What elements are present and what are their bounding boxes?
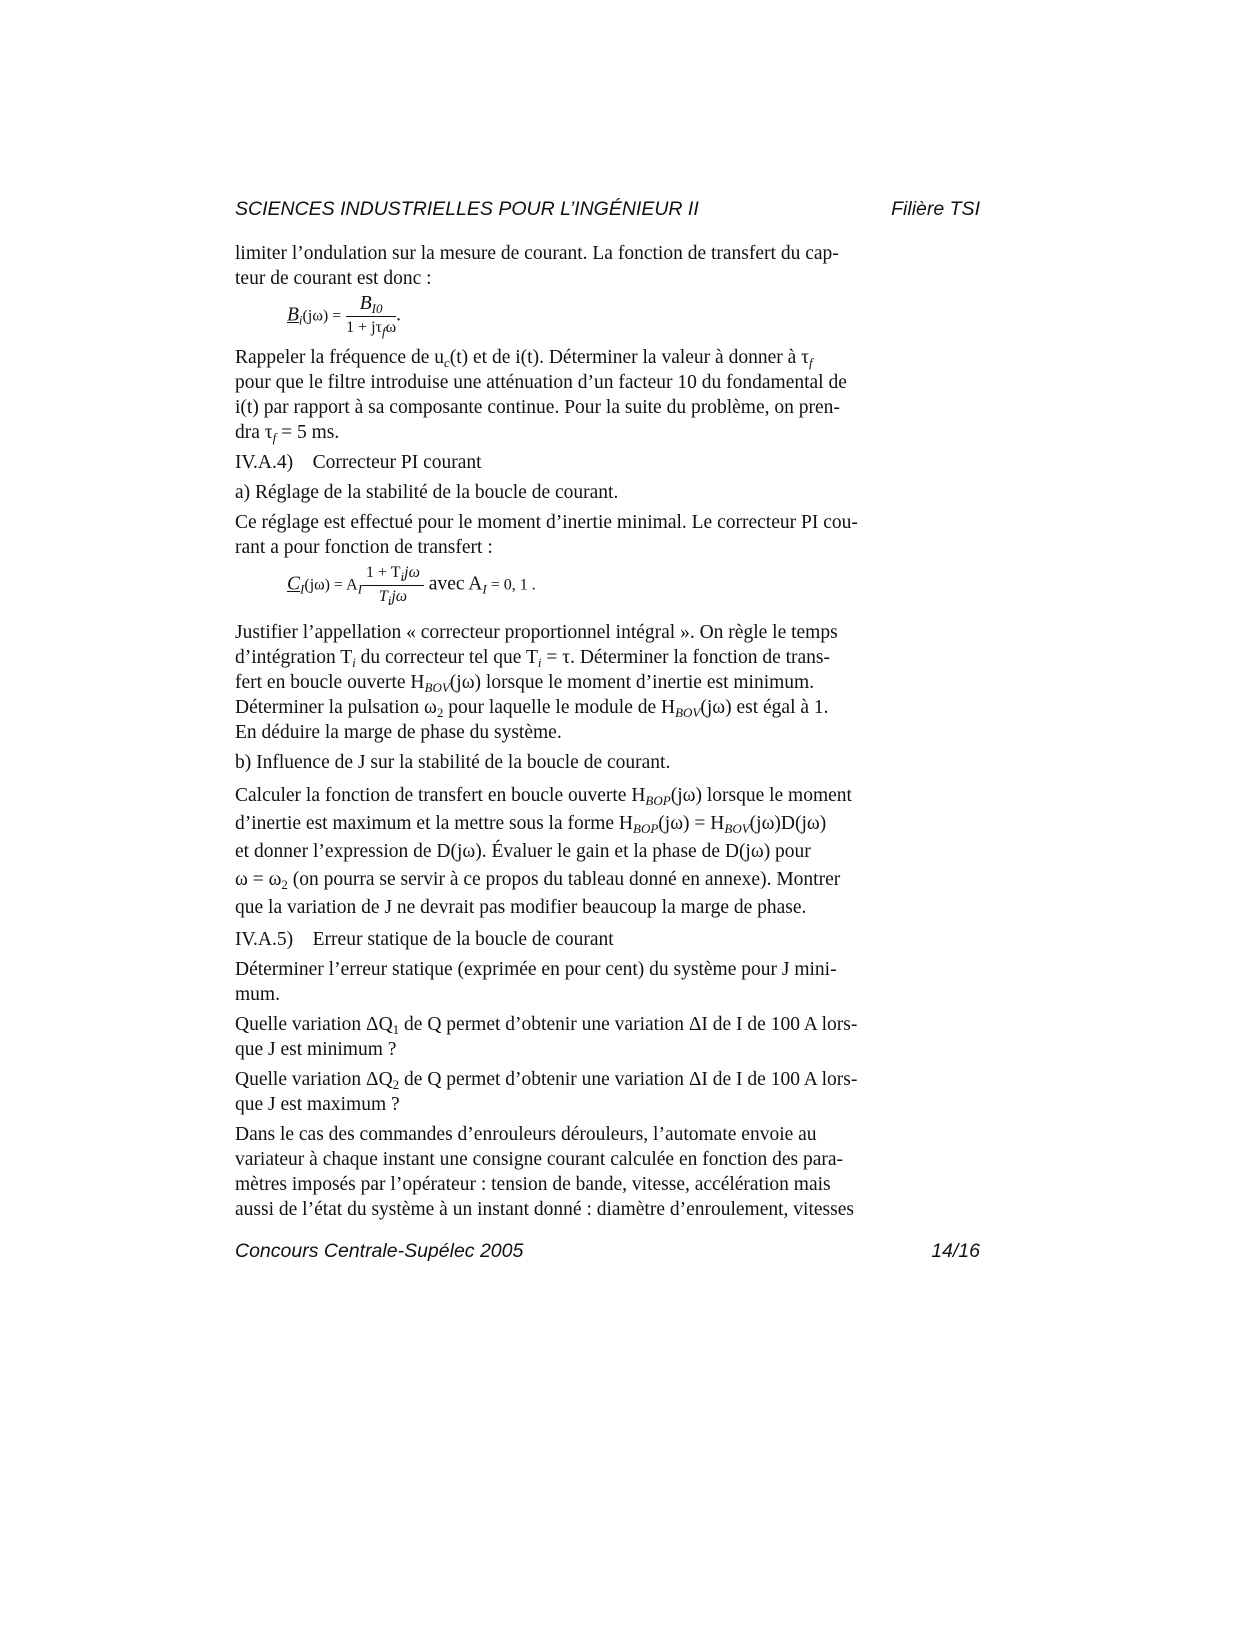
- text: (jω)D(jω): [749, 813, 827, 834]
- text: = τ. Déterminer la fonction de trans-: [541, 647, 830, 668]
- subscript: BOV: [675, 705, 701, 720]
- eq-subscript: i: [387, 593, 392, 608]
- eq-text: = 0, 1 .: [486, 576, 536, 594]
- eq-text: (jω) = A: [304, 576, 358, 594]
- text-line: variateur à chaque instant une consigne courant calculée en fonction des para-: [235, 1149, 844, 1170]
- text: d’intégration T: [235, 647, 353, 668]
- subsection-b: b) Influence de J sur la stabilité de la boucle de courant.: [235, 752, 671, 773]
- eq-numerator: B: [359, 293, 372, 314]
- paragraph-q1: [235, 1012, 980, 1062]
- header-subject: SCIENCES INDUSTRIELLES POUR L’INGÉNIEUR II: [235, 198, 699, 220]
- paragraph-winders: [235, 1122, 980, 1222]
- equation-ci: [235, 560, 980, 620]
- section-title: Correcteur PI courant: [312, 452, 482, 473]
- section-number: IV.A.4): [235, 452, 294, 473]
- text-line: pour que le filtre introduise une atténuation d’un facteur 10 du fondamental de: [235, 372, 847, 393]
- text: (jω) lorsque le moment d’inertie est minimum.: [449, 672, 815, 693]
- eq-text: .: [396, 304, 402, 326]
- text-line: Ce réglage est effectué pour le moment d’inertie minimal. Le correcteur PI cou-: [235, 512, 858, 533]
- eq-text: ω: [385, 319, 397, 336]
- eq-numerator: 1 + T: [366, 564, 401, 581]
- text: Quelle variation ΔQ: [235, 1069, 393, 1090]
- paragraph-static-error: [235, 957, 980, 1007]
- text: (on pourra se servir à ce propos du tableau donné en annexe). Montrer: [287, 869, 841, 890]
- text-line: En déduire la marge de phase du système.: [235, 722, 562, 743]
- text-line: aussi de l’état du système à un instant donné : diamètre d’enroulement, vitesses: [235, 1199, 854, 1220]
- footer-contest: Concours Centrale-Supélec 2005: [235, 1240, 524, 1262]
- eq-subscript: i: [400, 569, 405, 584]
- text: ω = ω: [235, 869, 282, 890]
- text: (jω) est égal à 1.: [700, 697, 829, 718]
- text-line: que J est minimum ?: [235, 1039, 397, 1060]
- text-line: que J est maximum ?: [235, 1094, 400, 1115]
- footer-page-number: 14/16: [931, 1240, 980, 1262]
- subscript: 2: [392, 1077, 400, 1092]
- text-line: et donner l’expression de D(jω). Évaluer le gain et la phase de D(jω) pour: [235, 841, 811, 862]
- text: de Q permet d’obtenir une variation ΔI de I de 100 A lors-: [399, 1069, 858, 1090]
- section-heading-iv-a-4: [235, 450, 980, 475]
- text-line: teur de courant est donc :: [235, 268, 432, 289]
- text: Déterminer la pulsation ω: [235, 697, 437, 718]
- text: dra τ: [235, 422, 273, 443]
- eq-fraction: [362, 562, 424, 608]
- header-track: Filière TSI: [891, 198, 980, 220]
- eq-subscript: f: [381, 324, 386, 339]
- subscript: 2: [281, 877, 288, 892]
- subscript: BOV: [424, 680, 450, 695]
- eq-denominator: 1 + jτ: [346, 319, 382, 336]
- text-line: rant a pour fonction de transfert :: [235, 537, 493, 558]
- eq-subscript: I0: [371, 301, 383, 316]
- subscript: BOP: [645, 793, 671, 808]
- text: du correcteur tel que T: [355, 647, 538, 668]
- subscript: i: [537, 655, 542, 670]
- text: de Q permet d’obtenir une variation ΔI de I de 100 A lors-: [399, 1014, 858, 1035]
- paragraph-intro: [235, 241, 980, 291]
- paragraph-pi: [235, 510, 980, 560]
- subscript: 1: [392, 1022, 400, 1037]
- text: pour laquelle le module de H: [443, 697, 676, 718]
- subscript: f: [808, 355, 813, 370]
- eq-denominator: T: [378, 588, 388, 605]
- text-line: Dans le cas des commandes d’enrouleurs dérouleurs, l’automate envoie au: [235, 1124, 817, 1145]
- eq-text: jω: [391, 588, 408, 605]
- text-line: Justifier l’appellation « correcteur proportionnel intégral ». On règle le temps: [235, 622, 838, 643]
- subscript: c: [443, 355, 450, 370]
- subscript: 2: [436, 705, 444, 720]
- text-line: mètres imposés par l’opérateur : tension de bande, vitesse, accélération mais: [235, 1174, 831, 1195]
- text: Quelle variation ΔQ: [235, 1014, 393, 1035]
- eq-text: avec A: [428, 573, 483, 595]
- text: d’inertie est maximum et la mettre sous la forme H: [235, 813, 634, 834]
- subscript: BOP: [633, 821, 659, 836]
- text: Rappeler la fréquence de u: [235, 347, 444, 368]
- page-header: [235, 198, 980, 222]
- text-line: que la variation de J ne devrait pas modifier beaucoup la marge de phase.: [235, 897, 807, 918]
- section-heading-iv-a-5: [235, 927, 980, 952]
- section-title: Erreur statique de la boucle de courant: [312, 929, 614, 950]
- paragraph-frequency: [235, 345, 980, 445]
- eq-text: jω: [404, 564, 420, 581]
- page-body: [235, 241, 980, 1222]
- eq-symbol: B: [287, 304, 299, 326]
- page-footer: [235, 1240, 980, 1264]
- text: = 5 ms.: [276, 422, 340, 443]
- eq-subscript: I: [300, 581, 305, 597]
- text: fert en boucle ouverte H: [235, 672, 425, 693]
- text: (jω) lorsque le moment: [670, 785, 852, 806]
- text: Calculer la fonction de transfert en boucle ouverte H: [235, 785, 646, 806]
- text: (jω) = H: [658, 813, 725, 834]
- text: (t) et de i(t). Déterminer la valeur à donner à τ: [449, 347, 809, 368]
- text-line: Déterminer l’erreur statique (exprimée en pour cent) du système pour J mini-: [235, 959, 837, 980]
- eq-text: (jω) =: [302, 307, 342, 325]
- subscript: BOV: [724, 821, 750, 836]
- equation-bi: [235, 291, 980, 345]
- eq-subscript: I: [357, 581, 363, 597]
- eq-symbol: C: [287, 573, 301, 595]
- subscript: i: [352, 655, 356, 670]
- eq-subscript: I: [482, 581, 487, 597]
- paragraph-justify: [235, 620, 980, 745]
- subscript: f: [272, 430, 277, 445]
- eq-subscript: i: [298, 312, 303, 328]
- paragraph-q2: [235, 1067, 980, 1117]
- eq-fraction: [346, 293, 396, 339]
- text-line: mum.: [235, 984, 280, 1005]
- section-number: IV.A.5): [235, 929, 294, 950]
- paragraph-influence: [235, 782, 980, 922]
- text-line: i(t) par rapport à sa composante continue. Pour la suite du problème, on pren-: [235, 397, 840, 418]
- subsection-a: a) Réglage de la stabilité de la boucle de courant.: [235, 482, 619, 503]
- text-line: limiter l’ondulation sur la mesure de courant. La fonction de transfert du cap-: [235, 243, 839, 264]
